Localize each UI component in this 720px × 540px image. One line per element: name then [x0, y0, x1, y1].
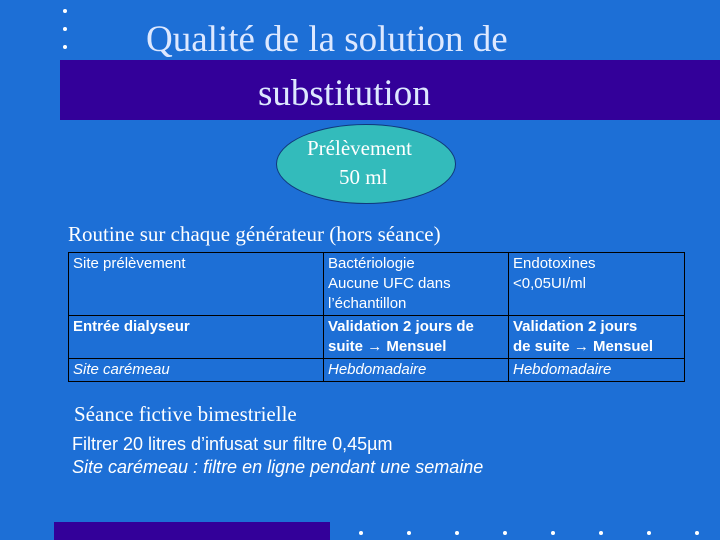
decor-dot — [455, 531, 459, 535]
decor-dot — [359, 531, 363, 535]
row-site-label: Site carémeau — [73, 361, 170, 378]
seance-heading: Séance fictive bimestrielle — [74, 402, 297, 426]
row-bact-prefix: suite — [328, 338, 368, 355]
filter-instruction: Filtrer 20 litres d’infusat sur filtre 0,45µm — [72, 434, 393, 454]
decor-dot — [63, 27, 67, 31]
row-endo-suffix: Mensuel — [588, 338, 654, 355]
header-bact-criterion-cont: l’échantillon — [328, 295, 407, 312]
bottom-band — [54, 522, 330, 540]
row-endo-prefix: de suite — [513, 338, 574, 355]
arrow-icon: → — [367, 338, 383, 355]
row-site — [69, 359, 324, 382]
header-endotoxins — [509, 253, 685, 316]
row-bact-suffix: Mensuel — [382, 338, 447, 355]
row-endo-frequency — [509, 359, 685, 382]
row-endo-line1: Validation 2 jours — [513, 318, 638, 335]
table-row — [69, 316, 685, 359]
decor-dot — [551, 531, 555, 535]
row-bact-value: Hebdomadaire — [328, 361, 427, 378]
row-site — [69, 316, 324, 359]
header-endo-title: Endotoxines — [513, 255, 596, 272]
sample-volume: 50 ml — [339, 165, 388, 189]
header-bact-criterion: Aucune UFC dans — [328, 275, 451, 292]
decor-dot — [407, 531, 411, 535]
header-site — [69, 253, 324, 316]
header-bact-title: Bactériologie — [328, 255, 415, 272]
table-header-row — [69, 253, 685, 316]
slide-title-line2: substitution — [258, 73, 431, 114]
slide-title-line1: Qualité de la solution de — [146, 19, 508, 60]
header-endo-threshold: <0,05UI/ml — [513, 275, 586, 292]
arrow-icon: → — [573, 338, 589, 355]
quality-table — [68, 252, 685, 382]
decor-dot — [599, 531, 603, 535]
table-row — [69, 359, 685, 382]
header-site-label: Site prélèvement — [73, 255, 186, 272]
decor-dot — [695, 531, 699, 535]
row-bact-frequency — [324, 316, 509, 359]
row-bact-line1: Validation 2 jours de — [328, 318, 474, 335]
filter-site-note: Site carémeau : filtre en ligne pendant une semaine — [72, 457, 484, 477]
row-bact-line2 — [328, 337, 504, 357]
row-bact-frequency — [324, 359, 509, 382]
row-endo-frequency — [509, 316, 685, 359]
decor-dot — [647, 531, 651, 535]
row-endo-value: Hebdomadaire — [513, 361, 612, 378]
decor-dot — [63, 9, 67, 13]
row-site-label: Entrée dialyseur — [73, 318, 190, 335]
routine-heading: Routine sur chaque générateur (hors séance) — [68, 222, 441, 246]
header-bacteriology — [324, 253, 509, 316]
row-endo-line2 — [513, 337, 680, 357]
decor-dot — [503, 531, 507, 535]
decor-dot — [63, 45, 67, 49]
sample-label: Prélèvement — [307, 136, 412, 160]
